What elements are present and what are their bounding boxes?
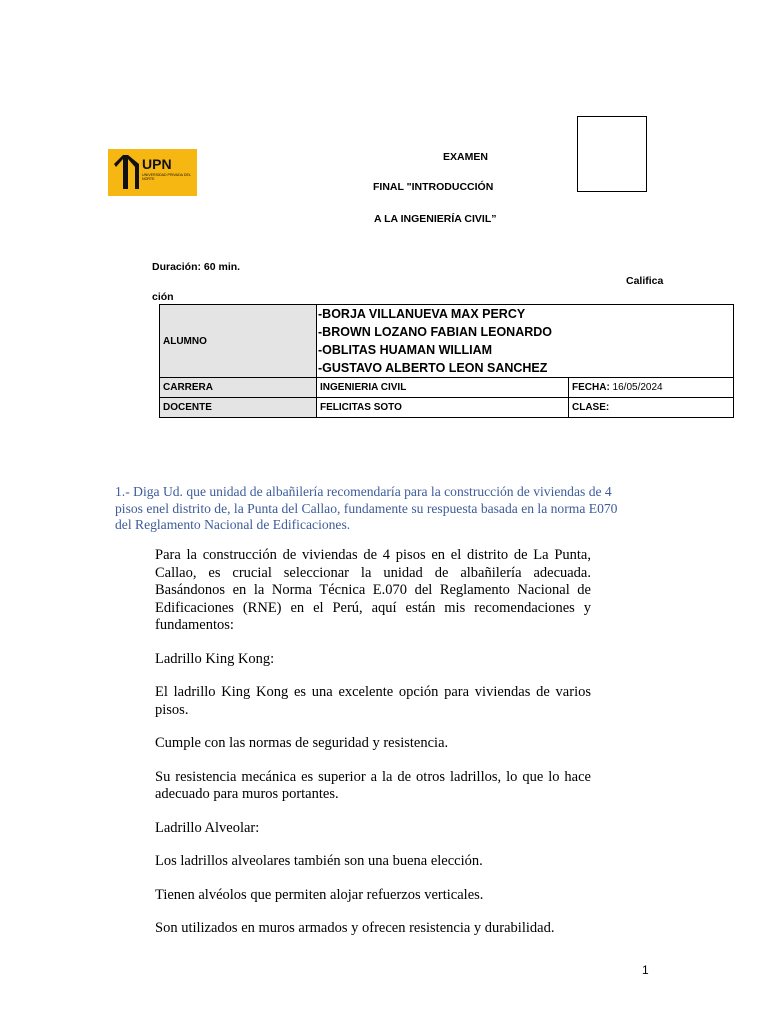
alumno-list [317, 305, 734, 378]
grade-label-part2: ción [152, 291, 174, 303]
clase-label: CLASE: [569, 398, 734, 418]
docente-label: DOCENTE [160, 398, 317, 418]
page-number: 1 [642, 963, 649, 977]
answer-paragraph: El ladrillo King Kong es una excelente opción para viviendas de varios pisos. [155, 684, 591, 718]
carrera-value: INGENIERIA CIVIL [317, 378, 569, 398]
answer-paragraph: Son utilizados en muros armados y ofrecen resistencia y durabilidad. [155, 920, 555, 936]
answer-paragraph: Para la construcción de viviendas de 4 pisos en el distrito de La Punta, Callao, es crucial seleccionar la unidad de albañilería adecuada. Basándonos en la Norma Técnica E.070 del Reglamento Nacional de Edificaciones (RNE) en el Perú, aquí están mis recomendaciones y fundamentos: [155, 547, 591, 633]
upn-mark-icon [114, 155, 140, 191]
logo-wordmark: UPN [142, 156, 172, 172]
docente-value: FELICITAS SOTO [317, 398, 569, 418]
student-name: -BORJA VILLANUEVA MAX PERCY [318, 307, 526, 321]
answer-body [155, 547, 591, 954]
duration-label: Duración: 60 min. [152, 261, 241, 273]
student-name: -BROWN LOZANO FABIAN LEONARDO [318, 325, 553, 339]
alumno-row [160, 305, 734, 378]
answer-paragraph: Ladrillo Alveolar: [155, 819, 260, 836]
docente-row [160, 398, 734, 418]
question-text: 1.- Diga Ud. que unidad de albañilería recomendaría para la construcción de viviendas de 4 pisos enel distrito de, la Punta del Callao, fundamente su respuesta basada en la norma E070 del Reglamento Nacional de Edificaciones. [115, 484, 618, 532]
alumno-label: ALUMNO [160, 305, 317, 378]
answer-paragraph: Su resistencia mecánica es superior a la de otros ladrillos, lo que lo hace adecuado para muros portantes. [155, 768, 591, 802]
exam-title-line2: FINAL "INTRODUCCIÓN [373, 181, 494, 193]
carrera-row [160, 378, 734, 398]
answer-paragraph: Ladrillo King Kong: [155, 650, 275, 667]
university-logo [108, 149, 197, 196]
fecha-cell [569, 378, 734, 398]
student-name: -GUSTAVO ALBERTO LEON SANCHEZ [318, 361, 548, 375]
grade-label-part1: Califica [626, 275, 664, 287]
carrera-label: CARRERA [160, 378, 317, 398]
answer-paragraph: Tienen alvéolos que permiten alojar refuerzos verticales. [155, 886, 484, 903]
exam-title-line3: A LA INGENIERÍA CIVIL” [374, 213, 497, 225]
student-name: -OBLITAS HUAMAN WILLIAM [318, 343, 493, 357]
fecha-label: FECHA: [572, 382, 610, 393]
exam-title-line1: EXAMEN [443, 151, 488, 163]
logo-subtitle: UNIVERSIDAD PRIVADA DEL NORTE [142, 173, 191, 182]
student-info-table [159, 304, 734, 418]
fecha-value: 16/05/2024 [609, 382, 663, 393]
photo-box [577, 116, 647, 192]
answer-paragraph: Cumple con las normas de seguridad y resistencia. [155, 735, 449, 751]
answer-paragraph: Los ladrillos alveolares también son una buena elección. [155, 853, 483, 869]
